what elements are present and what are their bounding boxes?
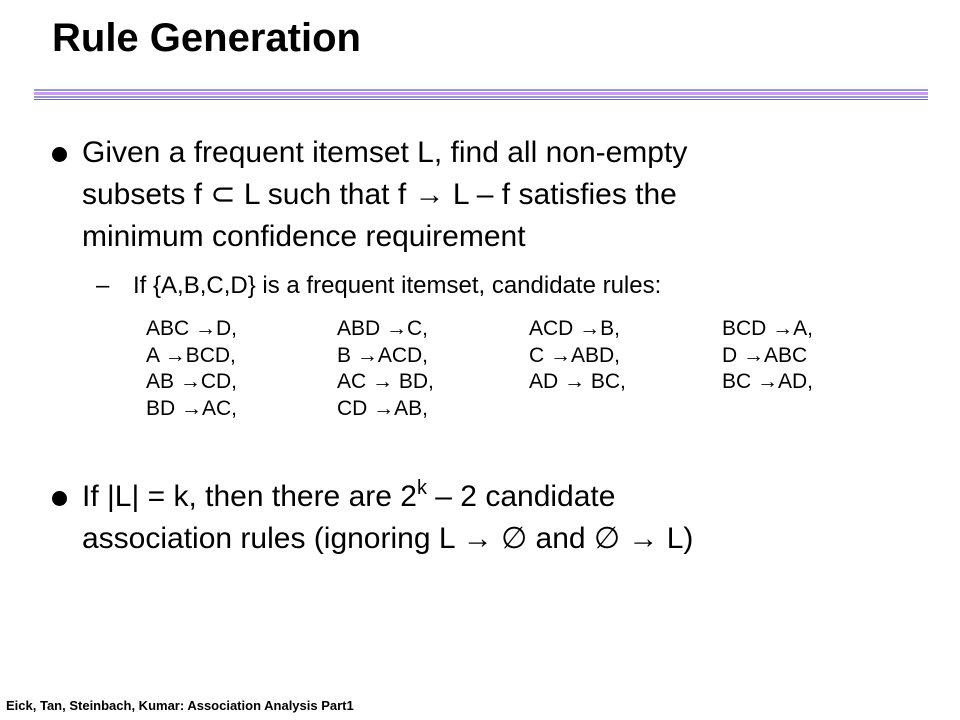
exponent-k: k xyxy=(416,477,427,499)
bullet-line: association rules (ignoring L → ∅ and ∅ → L) xyxy=(82,522,694,555)
slide-footer: Eick, Tan, Steinbach, Kumar: Association Analysis Part1 xyxy=(6,698,354,713)
bullet-dot-icon xyxy=(52,491,67,506)
bullet-line: minimum confidence requirement xyxy=(82,220,526,253)
bullet-dot-icon xyxy=(52,147,67,162)
rule-item: AB →CD, xyxy=(146,370,238,393)
rule-item: BC →AD, xyxy=(722,370,814,393)
rule-item: B →ACD, xyxy=(337,343,429,367)
rule-item: C →ABD, xyxy=(529,343,621,367)
title-divider xyxy=(34,89,928,101)
rule-item: ABD →C, xyxy=(337,317,429,340)
sub-bullet-dash: – xyxy=(96,272,110,299)
sub-bullet-text: If {A,B,C,D} is a frequent itemset, candidate rules: xyxy=(133,272,662,299)
rule-item: AC → BD, xyxy=(337,370,434,393)
rule-item: BD →AC, xyxy=(146,396,238,420)
rule-item: BCD →A, xyxy=(722,317,814,340)
rule-item: AD → BC, xyxy=(529,370,626,393)
slide-title: Rule Generation xyxy=(52,16,361,60)
count-text-prefix: If |L| = k, then there are 2 xyxy=(82,480,417,513)
rule-item: ABC →D, xyxy=(146,317,238,340)
bullet-line: subsets f ⊂ L such that f → L – f satisfies the xyxy=(82,178,677,211)
rule-item: CD →AB, xyxy=(337,396,429,420)
rule-item: A →BCD, xyxy=(146,343,236,367)
bullet-line xyxy=(82,478,615,516)
rule-item: D →ABC xyxy=(722,343,808,367)
count-text-suffix: – 2 candidate xyxy=(426,480,616,513)
bullet-line: Given a frequent itemset L, find all non-empty xyxy=(82,136,688,169)
rule-item: ACD →B, xyxy=(529,317,621,340)
